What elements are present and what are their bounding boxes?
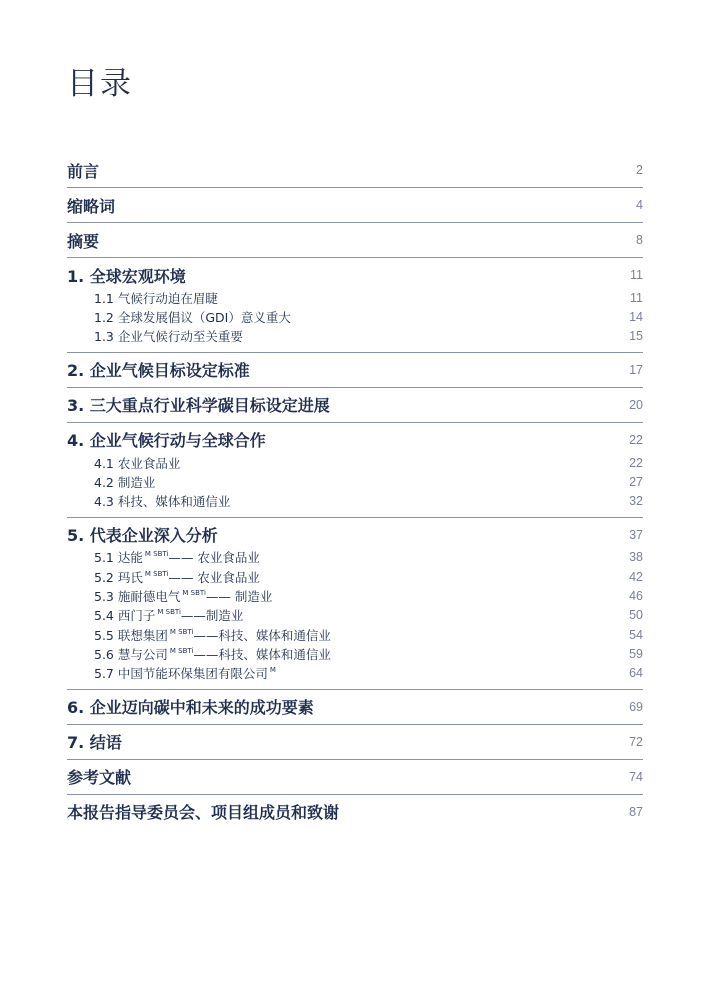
toc-subentry[interactable] xyxy=(67,586,643,605)
toc-entry-page: 17 xyxy=(629,362,643,377)
toc-subentry[interactable] xyxy=(67,567,643,586)
toc-entry[interactable] xyxy=(67,518,643,552)
toc-subentry-page: 54 xyxy=(629,627,643,642)
toc-subentry-number: 5.2 xyxy=(94,569,114,585)
toc-subentry-name: 气候行动迫在眉睫 xyxy=(117,290,218,306)
toc-section xyxy=(67,760,643,795)
toc-subentry-title xyxy=(94,664,276,682)
toc-subentry-page: 22 xyxy=(629,455,643,470)
certification-mark: M SBTi xyxy=(182,589,206,598)
toc-entry[interactable] xyxy=(67,258,643,292)
toc-entry-page: 72 xyxy=(629,734,643,749)
certification-mark: M SBTi xyxy=(169,627,194,636)
toc-subentry-name: 农业食品业 xyxy=(117,455,181,471)
toc-entry[interactable] xyxy=(67,760,643,794)
toc-entry-title: 6. 企业迈向碳中和未来的成功要素 xyxy=(67,698,314,718)
toc-section xyxy=(67,223,643,258)
toc-entry-title: 5. 代表企业深入分析 xyxy=(67,526,218,546)
toc-entry[interactable] xyxy=(67,725,643,759)
toc-entry-page: 2 xyxy=(636,163,643,177)
toc-subentry[interactable] xyxy=(67,664,643,683)
toc-section xyxy=(67,258,643,353)
toc-subentry-title xyxy=(94,626,331,644)
toc-subentry-title xyxy=(94,568,260,586)
toc-section xyxy=(67,153,643,188)
toc-entry-title: 1. 全球宏观环境 xyxy=(67,266,186,286)
toc-entry-page: 11 xyxy=(630,268,643,282)
toc-section xyxy=(67,795,643,829)
toc-entry-page: 74 xyxy=(629,769,643,784)
toc-subentry[interactable] xyxy=(67,644,643,663)
toc-entry-title: 2. 企业气候目标设定标准 xyxy=(67,361,250,381)
toc-subentry-name: 联想集团 xyxy=(117,627,168,643)
toc-section xyxy=(67,188,643,223)
toc-entry-title: 参考文献 xyxy=(67,768,132,788)
toc-subentry[interactable] xyxy=(67,548,643,567)
toc-section xyxy=(67,353,643,388)
toc-entry[interactable] xyxy=(67,388,643,422)
toc-subentry-number: 4.1 xyxy=(94,455,114,471)
page-title: 目录 xyxy=(67,66,133,102)
toc-subentry-title xyxy=(94,308,291,326)
toc-entry[interactable] xyxy=(67,223,643,257)
toc-subentry[interactable] xyxy=(67,288,643,307)
toc-subentry[interactable] xyxy=(67,472,643,491)
toc-entry[interactable] xyxy=(67,423,643,457)
toc-subentry-sector: —— 农业食品业 xyxy=(168,569,260,585)
toc-subsection-list xyxy=(67,548,643,689)
toc-entry-page: 37 xyxy=(629,527,643,542)
toc-subentry-title xyxy=(94,548,260,566)
toc-subentry-number: 1.1 xyxy=(94,290,114,306)
toc-subentry-name: 施耐德电气 xyxy=(117,589,181,605)
toc-subentry-name: 制造业 xyxy=(117,474,156,490)
certification-mark: M SBTi xyxy=(144,550,169,559)
toc-subentry-title xyxy=(94,606,243,624)
toc-entry[interactable] xyxy=(67,690,643,724)
toc-subentry-number: 1.3 xyxy=(94,329,114,345)
toc-subentry[interactable] xyxy=(67,491,643,510)
toc-subentry-name: 玛氏 xyxy=(117,569,143,585)
toc-entry-page: 8 xyxy=(636,233,643,247)
toc-subentry-page: 11 xyxy=(630,290,643,305)
toc-subentry-number: 5.7 xyxy=(94,666,114,682)
toc-subentry-title xyxy=(94,492,230,510)
toc-section xyxy=(67,690,643,725)
toc-entry-title: 本报告指导委员会、项目组成员和致谢 xyxy=(67,803,340,823)
toc-subsection-list xyxy=(67,453,643,517)
toc-subentry[interactable] xyxy=(67,307,643,326)
toc-entry-page: 20 xyxy=(629,397,643,412)
toc-entry-page: 87 xyxy=(629,804,643,819)
toc-entry[interactable] xyxy=(67,188,643,222)
toc-subentry-number: 5.5 xyxy=(94,627,114,643)
toc-subentry-page: 42 xyxy=(629,569,643,584)
toc-entry-title: 前言 xyxy=(67,161,100,181)
toc-entry-page: 69 xyxy=(629,699,643,714)
certification-mark: M SBTi xyxy=(157,608,181,617)
toc-subsection-list xyxy=(67,288,643,352)
toc-subentry-name: 慧与公司 xyxy=(117,646,168,662)
toc-entry[interactable] xyxy=(67,153,643,187)
toc-subentry-page: 50 xyxy=(629,608,643,623)
toc-subentry-name: 达能 xyxy=(117,550,143,566)
toc-subentry-name: 西门子 xyxy=(117,608,156,624)
toc-subentry-page: 38 xyxy=(629,550,643,565)
toc-subentry-name: 中国节能环保集团有限公司 xyxy=(117,666,268,682)
toc-section xyxy=(67,388,643,423)
toc-subentry-page: 27 xyxy=(629,474,643,489)
toc-subentry-number: 5.6 xyxy=(94,646,114,662)
toc-subentry-number: 5.4 xyxy=(94,608,114,624)
toc-subentry-sector: ——科技、媒体和通信业 xyxy=(193,627,331,643)
toc-entry-page: 4 xyxy=(636,198,643,212)
toc-subentry-sector: ——科技、媒体和通信业 xyxy=(193,646,331,662)
toc-subentry-number: 4.2 xyxy=(94,474,114,490)
table-of-contents xyxy=(67,153,643,829)
toc-subentry-page: 64 xyxy=(629,666,643,681)
toc-subentry-title xyxy=(94,289,218,307)
toc-subentry-page: 15 xyxy=(629,329,643,344)
toc-entry-page: 22 xyxy=(629,432,643,447)
toc-subentry-title xyxy=(94,473,155,491)
toc-subentry[interactable] xyxy=(67,625,643,644)
toc-entry-title: 4. 企业气候行动与全球合作 xyxy=(67,431,266,451)
certification-mark: M SBTi xyxy=(144,569,169,578)
toc-entry-title: 缩略词 xyxy=(67,196,116,216)
toc-subentry-number: 1.2 xyxy=(94,309,114,325)
toc-subentry-page: 32 xyxy=(629,494,643,509)
certification-mark: M xyxy=(269,666,276,675)
toc-subentry-page: 46 xyxy=(629,589,643,604)
toc-subentry-title xyxy=(94,587,272,605)
toc-subentry-number: 5.1 xyxy=(94,550,114,566)
toc-entry-title: 7. 结语 xyxy=(67,733,122,753)
certification-mark: M SBTi xyxy=(169,646,194,655)
toc-subentry-sector: —— 制造业 xyxy=(205,589,273,605)
toc-subentry-number: 4.3 xyxy=(94,494,114,510)
toc-entry[interactable] xyxy=(67,353,643,387)
toc-subentry[interactable] xyxy=(67,606,643,625)
toc-subentry-sector: ——制造业 xyxy=(180,608,244,624)
toc-subentry[interactable] xyxy=(67,327,643,346)
toc-subentry-title xyxy=(94,645,331,663)
toc-subentry-page: 14 xyxy=(629,309,643,324)
toc-section xyxy=(67,518,643,690)
toc-entry-title: 3. 三大重点行业科学碳目标设定进展 xyxy=(67,396,330,416)
toc-entry[interactable] xyxy=(67,795,643,829)
toc-section xyxy=(67,725,643,760)
toc-subentry[interactable] xyxy=(67,453,643,472)
toc-subentry-sector: —— 农业食品业 xyxy=(168,550,260,566)
toc-entry-title: 摘要 xyxy=(67,231,100,251)
toc-subentry-number: 5.3 xyxy=(94,589,114,605)
toc-subentry-page: 59 xyxy=(629,646,643,661)
toc-subentry-name: 全球发展倡议（GDI）意义重大 xyxy=(117,309,291,325)
toc-section xyxy=(67,423,643,518)
toc-subentry-title xyxy=(94,454,180,472)
toc-subentry-name: 科技、媒体和通信业 xyxy=(117,494,231,510)
toc-subentry-title xyxy=(94,327,243,345)
toc-subentry-name: 企业气候行动至关重要 xyxy=(117,329,243,345)
